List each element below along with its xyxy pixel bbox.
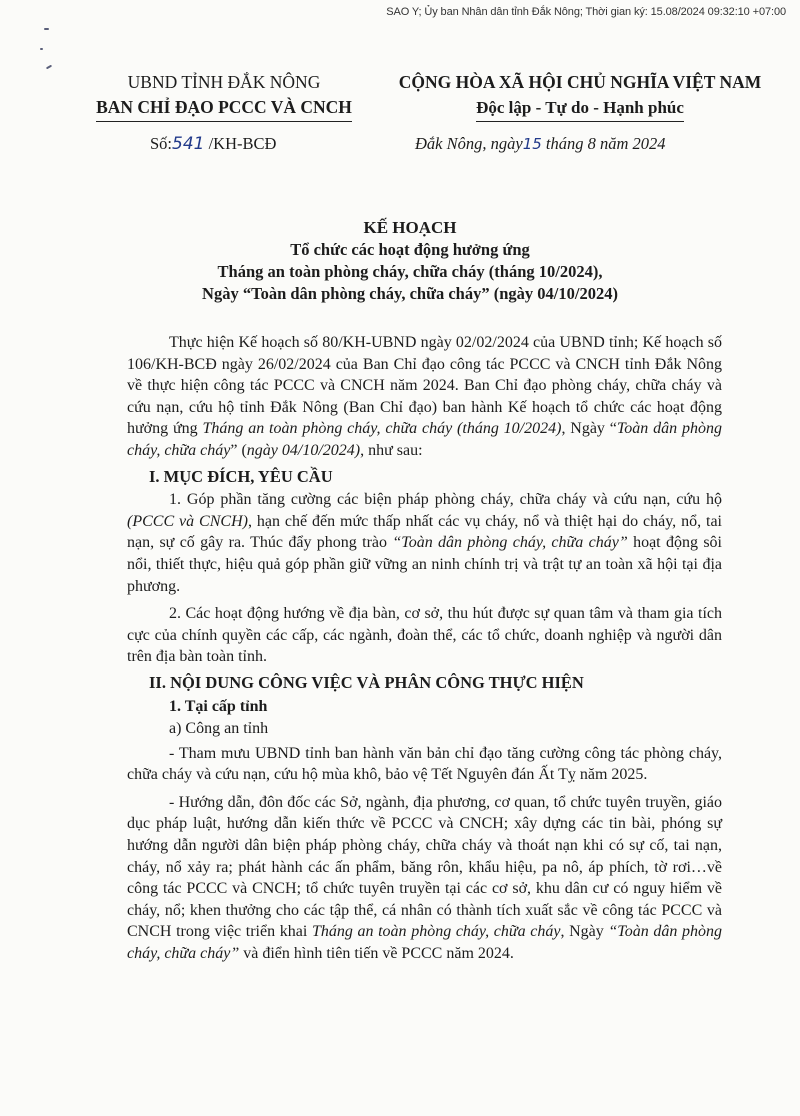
- agency-name: UBND TỈNH ĐẮK NÔNG: [127, 72, 321, 92]
- bullet-2: - Hướng dẫn, đôn đốc các Sở, ngành, địa phương, cơ quan, tổ chức tuyên truyền, giáo dục pháp luật, hướng dẫn kiến thức về PCCC và CNCH; xây dựng các tin bài, phóng sự hướng dẫn người dân biện pháp phòng cháy, chữa cháy và thoát nạn khi có sự cố, tai nạn, cháy, nổ xảy ra; phát hành các ấn phẩm, băng rôn, khẩu hiệu, pa nô, áp phích, tờ rơi…về công tác PCCC và CNCH; tổ chức tuyên truyền tại các cơ sở, khu dân cư có nguy hiểm về cháy, nổ; khen thưởng cho các tập thể, cá nhân có thành tích xuất sắc về công tác PCCC và CNCH trong việc triển khai Tháng an toàn phòng cháy, chữa cháy, Ngày “Toàn dân phòng cháy, chữa cháy” và điển hình tiên tiến về PCCC năm 2024.: [127, 793, 723, 963]
- paragraph-2: 2. Các hoạt động hướng về địa bàn, cơ sở, thu hút được sự quan tâm và tham gia tích cực của chính quyền các cấp, các ngành, đoàn thể, các tổ chức, doanh nghiệp và người dân trên địa bàn toàn tỉnh.: [127, 605, 722, 666]
- pen-mark: [46, 65, 52, 70]
- pen-mark: [44, 28, 49, 30]
- digital-signature-stamp: SAO Y; Ủy ban Nhân dân tỉnh Đắk Nông; Thời gian ký: 15.08/2024 09:32:10 +07:00: [386, 6, 786, 18]
- subsection-heading: 1. Tại cấp tỉnh: [169, 697, 268, 715]
- item-heading: a) Công an tỉnh: [169, 720, 269, 738]
- national-motto: Độc lập - Tự do - Hạnh phúc: [476, 95, 684, 122]
- document-body: [127, 332, 722, 965]
- bullet-1: - Tham mưu UBND tỉnh ban hành văn bản chỉ đạo tăng cường công tác phòng cháy, chữa cháy và cứu nạn, cứu hộ mùa khô, bảo vệ Tết Nguyên đán Ất Tỵ năm 2025.: [127, 744, 722, 784]
- title-line-1: Tổ chức các hoạt động hưởng ứng: [290, 240, 530, 259]
- document-number: Số:541 /KH-BCĐ: [150, 134, 277, 154]
- nation-name: CỘNG HÒA XÃ HỘI CHỦ NGHĨA VIỆT NAM: [398, 72, 762, 92]
- department-name: BAN CHỈ ĐẠO PCCC VÀ CNCH: [96, 95, 352, 122]
- title-main: KẾ HOẠCH: [363, 218, 457, 237]
- section-heading-2: II. NỘI DUNG CÔNG VIỆC VÀ PHÂN CÔNG THỰC HIỆN: [149, 672, 584, 692]
- handwritten-day: 15: [522, 135, 542, 153]
- document-date: Đắk Nông, ngày15 tháng 8 năm 2024: [415, 134, 666, 153]
- title-line-2: Tháng an toàn phòng cháy, chữa cháy (tháng 10/2024),: [217, 262, 603, 281]
- title-line-3: Ngày “Toàn dân phòng cháy, chữa cháy” (ngày 04/10/2024): [202, 284, 618, 303]
- handwritten-number: 541: [172, 134, 205, 154]
- intro-paragraph: Thực hiện Kế hoạch số 80/KH-UBND ngày 02/02/2024 của UBND tỉnh; Kế hoạch số 106/KH-BCĐ ngày 26/02/2024 của Ban Chỉ đạo công tác PCCC và CNCH tỉnh Đắk Nông về thực hiện công tác PCCC và CNCH năm 2024. Ban Chỉ đạo phòng cháy, chữa cháy và cứu nạn, cứu hộ tỉnh Đắk Nông (Ban Chỉ đạo) ban hành Kế hoạch tổ chức các hoạt động hưởng ứng Tháng an toàn phòng cháy, chữa cháy (tháng 10/2024), Ngày “Toàn dân phòng cháy, chữa cháy” (ngày 04/10/2024), như sau:: [127, 334, 722, 459]
- national-heading: [378, 70, 782, 122]
- section-heading-1: I. MỤC ĐÍCH, YÊU CẦU: [149, 466, 333, 486]
- issuing-agency: [74, 70, 374, 122]
- pen-mark: [40, 48, 43, 50]
- document-title: [120, 217, 700, 305]
- paragraph-1: 1. Góp phần tăng cường các biện pháp phòng cháy, chữa cháy và cứu nạn, cứu hộ (PCCC và CNCH), hạn chế đến mức thấp nhất các vụ cháy, nổ và thiệt hại do cháy, nổ, tai nạn, sự cố gây ra. Thúc đẩy phong trào “Toàn dân phòng cháy, chữa cháy” hoạt động sôi nổi, thiết thực, hiệu quả góp phần giữ vững an ninh chính trị và trật tự an toàn xã hội tại địa phương.: [127, 491, 722, 595]
